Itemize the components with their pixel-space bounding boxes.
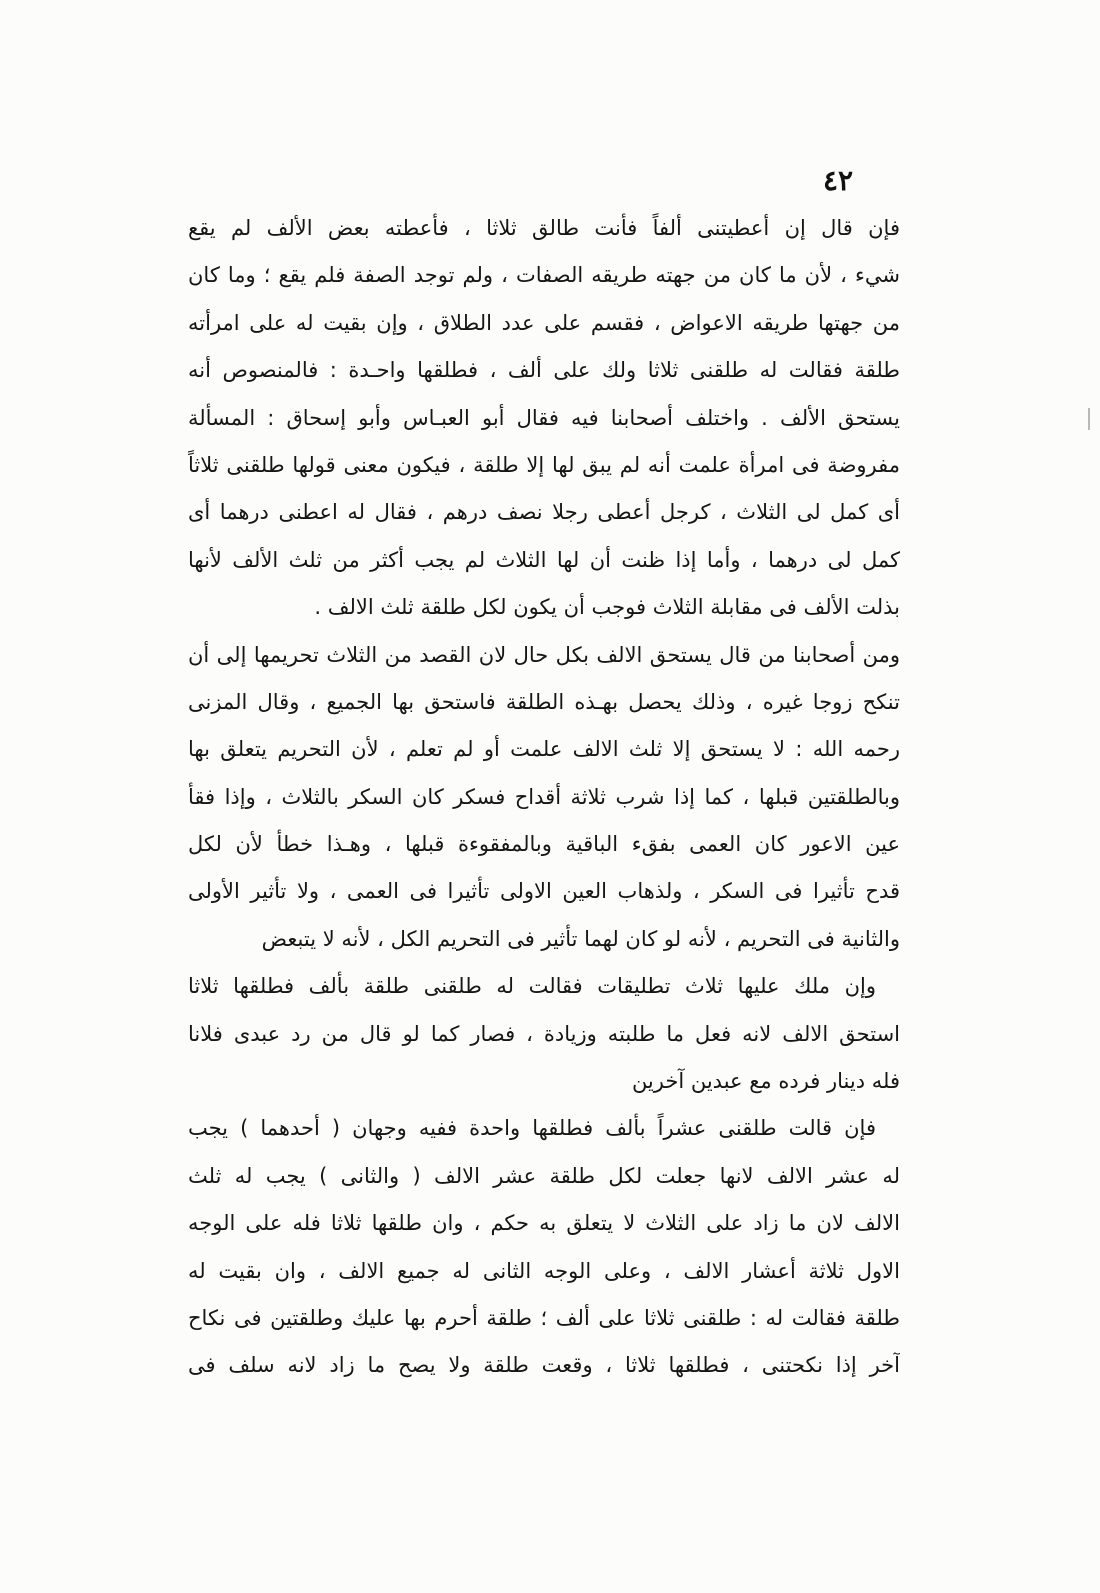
text-line: الالف لان ما زاد على الثلاث لا يتعلق به حكم ، وان طلقها ثلاثا فله على الوجه bbox=[188, 1211, 900, 1236]
text-line: فإن قالت طلقنى عشراً بألف فطلقها واحدة ففيه وجهان ( أحدهما ) يجب bbox=[188, 1116, 876, 1141]
text-line: وبالطلقتين قبلها ، كما إذا شرب ثلاثة أقداح فسكر كان السكر بالثلاث ، وإذا فقأ bbox=[188, 784, 900, 809]
text-line: وإن ملك عليها ثلاث تطليقات فقالت له طلقنى طلقة بألف فطلقها ثلاثا bbox=[188, 974, 876, 999]
text-line: كمل لى درهما ، وأما إذا ظنت أن لها الثلاث لم يجب أكثر من ثلث الألف لأنها bbox=[188, 547, 900, 572]
text-line: والثانية فى التحريم ، لأنه لو كان لهما تأثير فى التحريم الكل ، لأنه لا يتبعض bbox=[261, 926, 900, 951]
text-line: عين الاعور كان العمى بفقء الباقية وبالمفقوءة قبلها ، وهـذا خطأ لأن لكل bbox=[188, 832, 900, 857]
text-line: الاول ثلاثة أعشار الالف ، وعلى الوجه الثانى له جميع الالف ، وان بقيت له bbox=[188, 1258, 900, 1283]
text-line: بذلت الألف فى مقابلة الثلاث فوجب أن يكون لكل طلقة ثلث الالف . bbox=[314, 595, 900, 620]
text-line: استحق الالف لانه فعل ما طلبته وزيادة ، فصار كما لو قال من رد عبدى فلانا bbox=[188, 1021, 900, 1046]
text-line: رحمه الله : لا يستحق إلا ثلث الالف علمت أو لم تعلم ، لأن التحريم يتعلق بها bbox=[188, 737, 900, 762]
text-line: له عشر الالف لانها جعلت لكل طلقة عشر الالف ( والثانى ) يجب له ثلث bbox=[188, 1163, 900, 1188]
text-line: مفروضة فى امرأة علمت أنه لم يبق لها إلا طلقة ، فيكون معنى قولها طلقنى ثلاثاً bbox=[188, 452, 900, 477]
text-line: ومن أصحابنا من قال يستحق الالف بكل حال لان القصد من الثلاث تحريمها إلى أن bbox=[188, 642, 900, 667]
text-line: طلقة فقالت له طلقنى ثلاثا ولك على ألف ، فطلقها واحـدة : فالمنصوص أنه bbox=[188, 358, 900, 383]
text-line: تنكح زوجا غيره ، وذلك يحصل بهـذه الطلقة فاستحق بها الجميع ، وقال المزنى bbox=[188, 689, 900, 714]
text-line: من جهتها طريقه الاعواض ، فقسم على عدد الطلاق ، وإن بقيت له على امرأته bbox=[188, 310, 900, 335]
text-line: فإن قال إن أعطيتنى ألفاً فأنت طالق ثلاثا ، فأعطته بعض الألف لم يقع bbox=[188, 216, 900, 240]
text-line: فله دينار فرده مع عبدين آخرين bbox=[631, 1069, 900, 1094]
text-line: يستحق الألف . واختلف أصحابنا فيه فقال أبو العبـاس وأبو إسحاق : المسألة bbox=[188, 405, 900, 430]
text-line: طلقة فقالت له : طلقنى ثلاثا على ألف ؛ طلقة أحرم بها عليك وطلقتين فى نكاح bbox=[188, 1305, 900, 1330]
page-number: ٤٢ bbox=[822, 164, 854, 197]
text-line: قدح تأثيرا فى السكر ، ولذهاب العين الاولى تأثيرا فى العمى ، ولا تأثير الأولى bbox=[188, 879, 900, 904]
text-line: آخر إذا نكحتنى ، فطلقها ثلاثا ، وقعت طلقة ولا يصح ما زاد لانه سلف فى bbox=[188, 1353, 900, 1378]
text-line: شيء ، لأن ما كان من جهته طريقه الصفات ، ولم توجد الصفة فلم يقع ؛ وما كان bbox=[188, 263, 900, 288]
text-line: أى كمل لى الثلاث ، كرجل أعطى رجلا نصف درهم ، فقال له اعطنى درهما أى bbox=[188, 500, 900, 525]
body-text bbox=[188, 205, 900, 1390]
margin-mark bbox=[1088, 408, 1090, 430]
